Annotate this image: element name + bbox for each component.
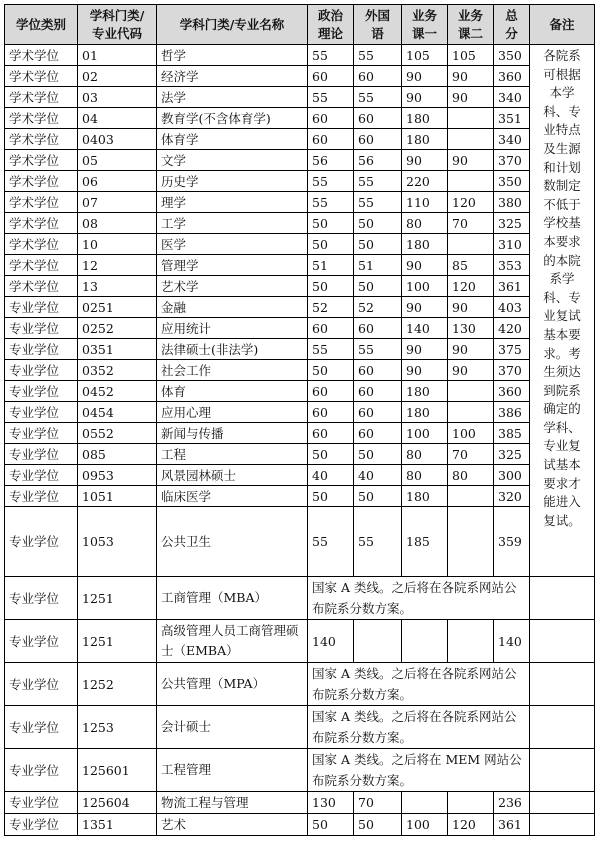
politics-score-cell: 140	[308, 620, 354, 663]
major2-score-cell: 85	[448, 255, 494, 276]
total-score-cell: 350	[494, 45, 530, 66]
foreign-score-cell: 56	[354, 150, 402, 171]
foreign-score-cell: 50	[354, 234, 402, 255]
code-cell: 085	[78, 444, 157, 465]
major1-score-cell: 80	[402, 213, 448, 234]
admission-score-table	[4, 4, 595, 836]
header-remark: 备注	[530, 5, 595, 45]
table-row	[5, 276, 595, 297]
degree-type-cell: 学术学位	[5, 234, 78, 255]
major1-score-cell: 185	[402, 507, 448, 577]
degree-type-cell: 学术学位	[5, 108, 78, 129]
major2-score-cell: 90	[448, 150, 494, 171]
major2-score-cell: 120	[448, 814, 494, 836]
major2-score-cell: 120	[448, 276, 494, 297]
table-row	[5, 234, 595, 255]
code-cell: 0953	[78, 465, 157, 486]
code-cell: 125601	[78, 749, 157, 792]
major1-score-cell: 100	[402, 814, 448, 836]
remark-cell: 各院系 可根据 本学 科、专 业特点 及生源 和计划 数制定 不低于 学校基 本要求 的本院 系学 科、专 业复试 基本要 求。考 生须达 到院系 确定的 学科、 专业复 试基本 要求才 能进入 复试。	[530, 45, 595, 577]
name-cell: 工学	[157, 213, 308, 234]
politics-score-cell: 60	[308, 129, 354, 150]
major2-score-cell	[448, 620, 494, 663]
total-score-cell: 370	[494, 150, 530, 171]
remark-empty-cell	[530, 577, 595, 620]
major1-score-cell: 180	[402, 108, 448, 129]
code-cell: 0454	[78, 402, 157, 423]
remark-empty-cell	[530, 749, 595, 792]
major2-score-cell	[448, 129, 494, 150]
name-cell: 公共卫生	[157, 507, 308, 577]
name-cell: 历史学	[157, 171, 308, 192]
code-cell: 0252	[78, 318, 157, 339]
name-cell: 风景园林硕士	[157, 465, 308, 486]
degree-type-cell: 专业学位	[5, 423, 78, 444]
foreign-score-cell: 50	[354, 814, 402, 836]
total-score-cell: 320	[494, 486, 530, 507]
degree-type-cell: 学术学位	[5, 213, 78, 234]
major1-score-cell	[402, 792, 448, 814]
total-score-cell: 386	[494, 402, 530, 423]
politics-score-cell: 50	[308, 360, 354, 381]
table-row	[5, 792, 595, 814]
total-score-cell: 359	[494, 507, 530, 577]
name-cell: 工程管理	[157, 749, 308, 792]
total-score-cell: 403	[494, 297, 530, 318]
total-score-cell: 350	[494, 171, 530, 192]
major2-score-cell: 80	[448, 465, 494, 486]
politics-score-cell: 52	[308, 297, 354, 318]
degree-type-cell: 专业学位	[5, 486, 78, 507]
table-row	[5, 663, 595, 706]
national-line-note-cell: 国家 A 类线。之后将在各院系网站公布院系分数方案。	[308, 663, 530, 706]
code-cell: 1253	[78, 706, 157, 749]
major2-score-cell	[448, 171, 494, 192]
name-cell: 应用统计	[157, 318, 308, 339]
major2-score-cell: 100	[448, 423, 494, 444]
major1-score-cell: 90	[402, 360, 448, 381]
degree-type-cell: 专业学位	[5, 360, 78, 381]
code-cell: 04	[78, 108, 157, 129]
table-row	[5, 45, 595, 66]
politics-score-cell: 130	[308, 792, 354, 814]
politics-score-cell: 55	[308, 507, 354, 577]
foreign-score-cell: 40	[354, 465, 402, 486]
politics-score-cell: 60	[308, 381, 354, 402]
politics-score-cell: 50	[308, 486, 354, 507]
foreign-score-cell: 55	[354, 192, 402, 213]
remark-empty-cell	[530, 663, 595, 706]
politics-score-cell: 56	[308, 150, 354, 171]
major2-score-cell: 90	[448, 87, 494, 108]
table-row	[5, 465, 595, 486]
major2-score-cell: 70	[448, 444, 494, 465]
degree-type-cell: 专业学位	[5, 749, 78, 792]
degree-type-cell: 专业学位	[5, 444, 78, 465]
foreign-score-cell: 60	[354, 66, 402, 87]
header-major-course-1: 业务 课一	[402, 5, 448, 45]
table-row	[5, 814, 595, 836]
foreign-score-cell: 60	[354, 318, 402, 339]
foreign-score-cell: 51	[354, 255, 402, 276]
code-cell: 0452	[78, 381, 157, 402]
table-row	[5, 577, 595, 620]
national-line-note-cell: 国家 A 类线。之后将在各院系网站公布院系分数方案。	[308, 577, 530, 620]
foreign-score-cell: 52	[354, 297, 402, 318]
name-cell: 高级管理人员工商管理硕士（EMBA）	[157, 620, 308, 663]
degree-type-cell: 学术学位	[5, 45, 78, 66]
major2-score-cell	[448, 402, 494, 423]
name-cell: 工程	[157, 444, 308, 465]
table-row	[5, 171, 595, 192]
table-row	[5, 297, 595, 318]
total-score-cell: 340	[494, 129, 530, 150]
major2-score-cell: 90	[448, 339, 494, 360]
name-cell: 体育学	[157, 129, 308, 150]
table-row	[5, 66, 595, 87]
politics-score-cell: 50	[308, 213, 354, 234]
total-score-cell: 361	[494, 276, 530, 297]
major1-score-cell: 90	[402, 87, 448, 108]
degree-type-cell: 专业学位	[5, 465, 78, 486]
politics-score-cell: 51	[308, 255, 354, 276]
politics-score-cell: 55	[308, 45, 354, 66]
table-row	[5, 360, 595, 381]
header-code: 学科门类/ 专业代码	[78, 5, 157, 45]
degree-type-cell: 学术学位	[5, 255, 78, 276]
major2-score-cell	[448, 507, 494, 577]
major1-score-cell: 180	[402, 486, 448, 507]
major1-score-cell: 110	[402, 192, 448, 213]
table-row	[5, 444, 595, 465]
total-score-cell: 236	[494, 792, 530, 814]
foreign-score-cell: 50	[354, 486, 402, 507]
total-score-cell: 325	[494, 213, 530, 234]
code-cell: 06	[78, 171, 157, 192]
name-cell: 教育学(不含体育学)	[157, 108, 308, 129]
code-cell: 0351	[78, 339, 157, 360]
total-score-cell: 360	[494, 66, 530, 87]
degree-type-cell: 专业学位	[5, 663, 78, 706]
major2-score-cell: 90	[448, 360, 494, 381]
name-cell: 临床医学	[157, 486, 308, 507]
degree-type-cell: 专业学位	[5, 381, 78, 402]
total-score-cell: 375	[494, 339, 530, 360]
remark-empty-cell	[530, 706, 595, 749]
degree-type-cell: 学术学位	[5, 129, 78, 150]
degree-type-cell: 专业学位	[5, 339, 78, 360]
name-cell: 文学	[157, 150, 308, 171]
code-cell: 0403	[78, 129, 157, 150]
foreign-score-cell: 50	[354, 444, 402, 465]
foreign-score-cell: 60	[354, 108, 402, 129]
name-cell: 工商管理（MBA）	[157, 577, 308, 620]
code-cell: 10	[78, 234, 157, 255]
table-row	[5, 213, 595, 234]
table-row	[5, 749, 595, 792]
politics-score-cell: 55	[308, 171, 354, 192]
remark-empty-cell	[530, 620, 595, 663]
major1-score-cell: 90	[402, 150, 448, 171]
table-header-row	[5, 5, 595, 45]
total-score-cell: 140	[494, 620, 530, 663]
major1-score-cell: 90	[402, 66, 448, 87]
total-score-cell: 420	[494, 318, 530, 339]
name-cell: 体育	[157, 381, 308, 402]
total-score-cell: 340	[494, 87, 530, 108]
name-cell: 哲学	[157, 45, 308, 66]
remark-empty-cell	[530, 814, 595, 836]
table-row	[5, 620, 595, 663]
code-cell: 1053	[78, 507, 157, 577]
table-row	[5, 318, 595, 339]
table-row	[5, 192, 595, 213]
degree-type-cell: 学术学位	[5, 276, 78, 297]
code-cell: 1251	[78, 577, 157, 620]
major1-score-cell: 100	[402, 276, 448, 297]
foreign-score-cell	[354, 620, 402, 663]
degree-type-cell: 专业学位	[5, 706, 78, 749]
foreign-score-cell: 55	[354, 171, 402, 192]
major1-score-cell: 180	[402, 402, 448, 423]
code-cell: 05	[78, 150, 157, 171]
major1-score-cell: 180	[402, 234, 448, 255]
major2-score-cell: 70	[448, 213, 494, 234]
name-cell: 金融	[157, 297, 308, 318]
code-cell: 1051	[78, 486, 157, 507]
total-score-cell: 351	[494, 108, 530, 129]
major2-score-cell: 120	[448, 192, 494, 213]
foreign-score-cell: 55	[354, 339, 402, 360]
code-cell: 01	[78, 45, 157, 66]
major1-score-cell: 220	[402, 171, 448, 192]
name-cell: 管理学	[157, 255, 308, 276]
major2-score-cell	[448, 486, 494, 507]
degree-type-cell: 专业学位	[5, 792, 78, 814]
major2-score-cell	[448, 108, 494, 129]
header-name: 学科门类/专业名称	[157, 5, 308, 45]
table-row	[5, 339, 595, 360]
politics-score-cell: 40	[308, 465, 354, 486]
politics-score-cell: 60	[308, 318, 354, 339]
politics-score-cell: 60	[308, 66, 354, 87]
major1-score-cell: 140	[402, 318, 448, 339]
politics-score-cell: 50	[308, 814, 354, 836]
degree-type-cell: 专业学位	[5, 318, 78, 339]
total-score-cell: 353	[494, 255, 530, 276]
table-row	[5, 87, 595, 108]
major2-score-cell: 90	[448, 297, 494, 318]
table-row	[5, 486, 595, 507]
code-cell: 1252	[78, 663, 157, 706]
name-cell: 经济学	[157, 66, 308, 87]
name-cell: 艺术学	[157, 276, 308, 297]
degree-type-cell: 专业学位	[5, 507, 78, 577]
degree-type-cell: 专业学位	[5, 814, 78, 836]
degree-type-cell: 学术学位	[5, 87, 78, 108]
total-score-cell: 380	[494, 192, 530, 213]
major1-score-cell: 90	[402, 255, 448, 276]
major1-score-cell: 180	[402, 129, 448, 150]
national-line-note-cell: 国家 A 类线。之后将在各院系网站公布院系分数方案。	[308, 706, 530, 749]
foreign-score-cell: 60	[354, 423, 402, 444]
degree-type-cell: 学术学位	[5, 66, 78, 87]
politics-score-cell: 50	[308, 444, 354, 465]
header-degree-type: 学位类别	[5, 5, 78, 45]
name-cell: 会计硕士	[157, 706, 308, 749]
major1-score-cell: 105	[402, 45, 448, 66]
major2-score-cell	[448, 381, 494, 402]
politics-score-cell: 55	[308, 192, 354, 213]
major2-score-cell: 105	[448, 45, 494, 66]
name-cell: 法学	[157, 87, 308, 108]
header-total: 总 分	[494, 5, 530, 45]
code-cell: 03	[78, 87, 157, 108]
remark-empty-cell	[530, 792, 595, 814]
table-row	[5, 423, 595, 444]
foreign-score-cell: 60	[354, 360, 402, 381]
politics-score-cell: 60	[308, 423, 354, 444]
name-cell: 医学	[157, 234, 308, 255]
table-row	[5, 150, 595, 171]
total-score-cell: 385	[494, 423, 530, 444]
politics-score-cell: 55	[308, 87, 354, 108]
foreign-score-cell: 60	[354, 129, 402, 150]
major2-score-cell	[448, 792, 494, 814]
code-cell: 0251	[78, 297, 157, 318]
total-score-cell: 361	[494, 814, 530, 836]
code-cell: 0352	[78, 360, 157, 381]
table-row	[5, 108, 595, 129]
name-cell: 艺术	[157, 814, 308, 836]
major1-score-cell: 90	[402, 339, 448, 360]
degree-type-cell: 学术学位	[5, 192, 78, 213]
degree-type-cell: 专业学位	[5, 297, 78, 318]
major1-score-cell	[402, 620, 448, 663]
name-cell: 公共管理（MPA）	[157, 663, 308, 706]
table-row	[5, 507, 595, 577]
total-score-cell: 310	[494, 234, 530, 255]
major1-score-cell: 100	[402, 423, 448, 444]
table-row	[5, 402, 595, 423]
major2-score-cell: 90	[448, 66, 494, 87]
politics-score-cell: 50	[308, 276, 354, 297]
politics-score-cell: 60	[308, 402, 354, 423]
code-cell: 125604	[78, 792, 157, 814]
name-cell: 理学	[157, 192, 308, 213]
table-row	[5, 255, 595, 276]
degree-type-cell: 专业学位	[5, 402, 78, 423]
degree-type-cell: 专业学位	[5, 577, 78, 620]
code-cell: 07	[78, 192, 157, 213]
major2-score-cell: 130	[448, 318, 494, 339]
national-line-note-cell: 国家 A 类线。之后将在 MEM 网站公布院系分数方案。	[308, 749, 530, 792]
name-cell: 应用心理	[157, 402, 308, 423]
table-row	[5, 706, 595, 749]
politics-score-cell: 60	[308, 108, 354, 129]
foreign-score-cell: 55	[354, 507, 402, 577]
foreign-score-cell: 50	[354, 213, 402, 234]
code-cell: 1351	[78, 814, 157, 836]
total-score-cell: 325	[494, 444, 530, 465]
total-score-cell: 300	[494, 465, 530, 486]
name-cell: 物流工程与管理	[157, 792, 308, 814]
degree-type-cell: 专业学位	[5, 620, 78, 663]
politics-score-cell: 55	[308, 339, 354, 360]
header-politics: 政治 理论	[308, 5, 354, 45]
major1-score-cell: 80	[402, 465, 448, 486]
code-cell: 02	[78, 66, 157, 87]
header-foreign-language: 外国 语	[354, 5, 402, 45]
table-row	[5, 129, 595, 150]
degree-type-cell: 学术学位	[5, 171, 78, 192]
header-major-course-2: 业务 课二	[448, 5, 494, 45]
major2-score-cell	[448, 234, 494, 255]
major1-score-cell: 80	[402, 444, 448, 465]
name-cell: 新闻与传播	[157, 423, 308, 444]
major1-score-cell: 180	[402, 381, 448, 402]
total-score-cell: 370	[494, 360, 530, 381]
foreign-score-cell: 70	[354, 792, 402, 814]
code-cell: 13	[78, 276, 157, 297]
foreign-score-cell: 55	[354, 45, 402, 66]
politics-score-cell: 50	[308, 234, 354, 255]
name-cell: 社会工作	[157, 360, 308, 381]
foreign-score-cell: 55	[354, 87, 402, 108]
code-cell: 12	[78, 255, 157, 276]
code-cell: 08	[78, 213, 157, 234]
name-cell: 法律硕士(非法学)	[157, 339, 308, 360]
table-row	[5, 381, 595, 402]
code-cell: 1251	[78, 620, 157, 663]
code-cell: 0552	[78, 423, 157, 444]
major1-score-cell: 90	[402, 297, 448, 318]
total-score-cell: 360	[494, 381, 530, 402]
foreign-score-cell: 50	[354, 276, 402, 297]
foreign-score-cell: 60	[354, 381, 402, 402]
foreign-score-cell: 60	[354, 402, 402, 423]
degree-type-cell: 学术学位	[5, 150, 78, 171]
